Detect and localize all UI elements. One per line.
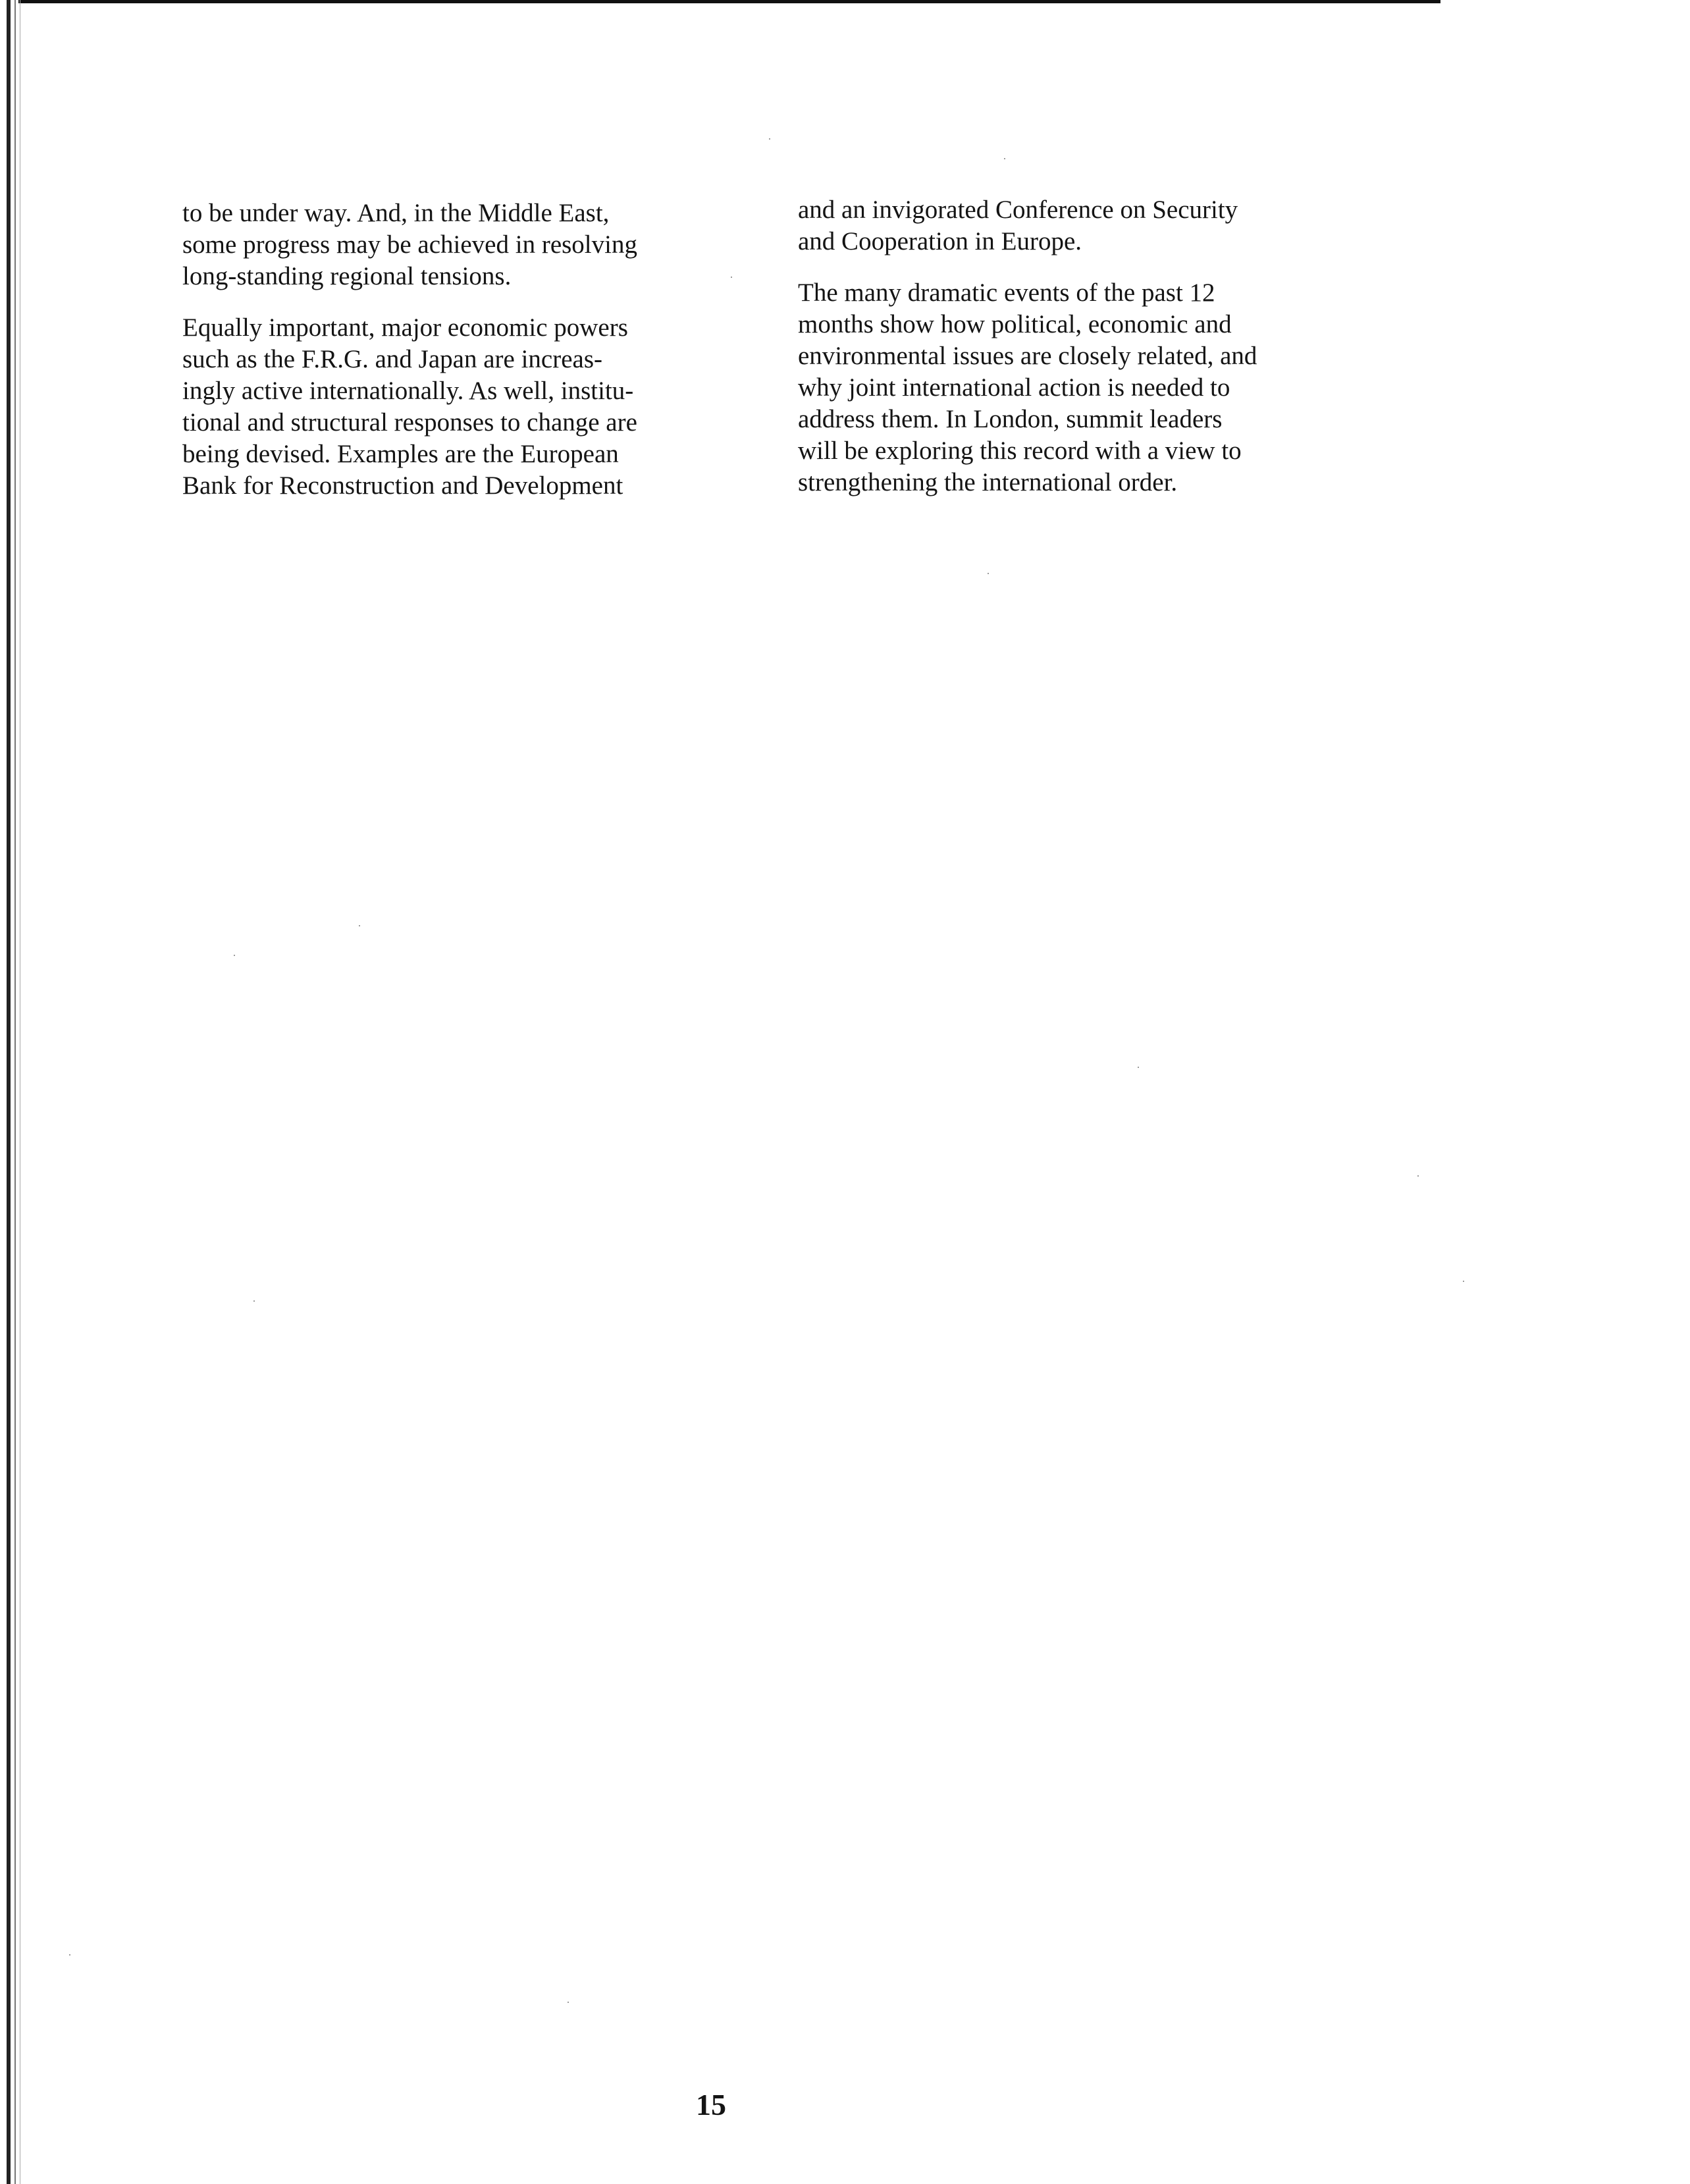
right-paragraph-2: The many dramatic events of the past 12 months show how political, economic and environmental issues are closely related, and why joint international action is needed to address them. In London, summit leaders will be exploring this record with a view to strengthening the international order.: [798, 279, 1257, 496]
binding-edge: [0, 0, 26, 2184]
right-column: [798, 194, 1325, 518]
left-paragraph-1: to be under way. And, in the Middle East, some progress may be achieved in resolving long-standing regional tensions.: [182, 199, 637, 290]
scan-speck: [1004, 158, 1005, 159]
scan-speck: [568, 2002, 569, 2003]
scan-speck: [69, 1954, 70, 1956]
scan-speck: [234, 955, 235, 956]
scan-speck: [1138, 1067, 1139, 1068]
scan-speck: [769, 138, 770, 140]
scan-speck: [253, 1300, 255, 1302]
right-paragraph-1: and an invigorated Conference on Security and Cooperation in Europe.: [798, 196, 1238, 255]
left-column: [182, 198, 709, 521]
scan-speck: [1417, 1175, 1419, 1177]
scan-speck: [1463, 1281, 1464, 1282]
left-paragraph-2: Equally important, major economic powers such as the F.R.G. and Japan are increas- ingly active internationally. As well, institu- tional and structural responses to change are being devised. Examples are the European Bank for Reconstruction and Development: [182, 313, 637, 500]
scan-speck: [359, 925, 360, 926]
page-number: 15: [696, 2088, 726, 2121]
top-edge-rule: [18, 0, 1440, 3]
scan-speck: [731, 277, 732, 278]
scan-speck: [988, 573, 989, 574]
